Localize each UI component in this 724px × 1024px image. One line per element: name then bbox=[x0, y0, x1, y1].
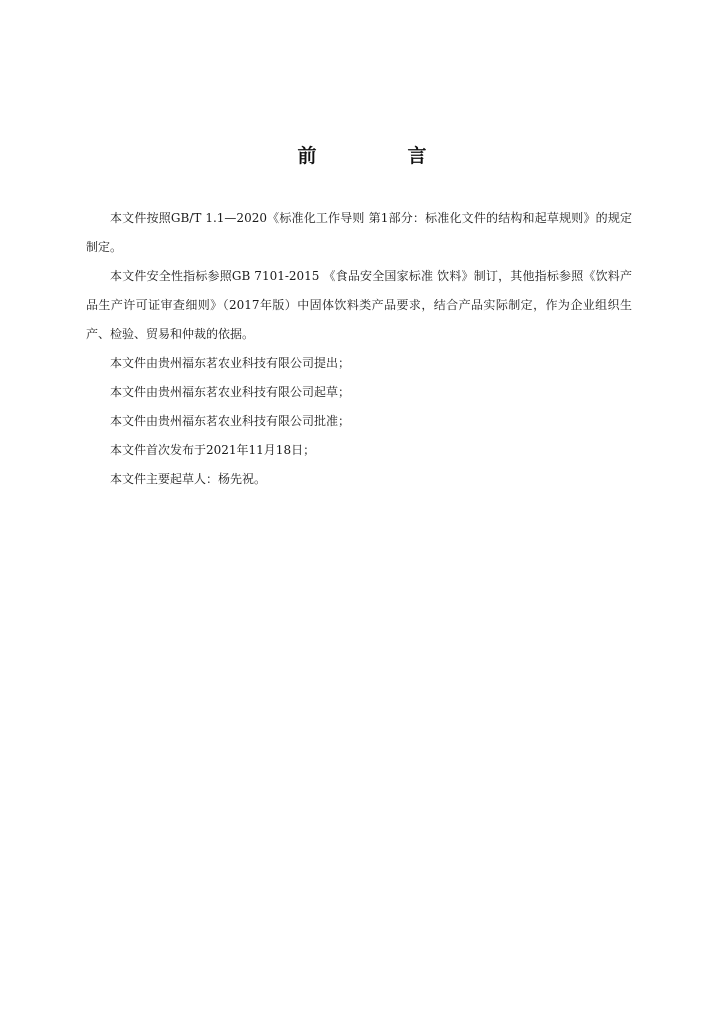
paragraph-main-drafter: 本文件主要起草人：杨先祝。 bbox=[110, 472, 267, 486]
paragraph-drafted-by: 本文件由贵州福东茗农业科技有限公司起草； bbox=[110, 385, 351, 399]
paragraph-approved-by: 本文件由贵州福东茗农业科技有限公司批准； bbox=[110, 414, 351, 428]
page-title: 前 言 bbox=[297, 145, 463, 167]
body-text bbox=[86, 204, 632, 494]
paragraph-proposed-by: 本文件由贵州福东茗农业科技有限公司提出； bbox=[110, 356, 351, 370]
paragraph-release-date: 本文件首次发布于2021年11月18日； bbox=[110, 443, 316, 457]
paragraph-safety-indicators: 本文件安全性指标参照GB 7101-2015 《食品安全国家标准 饮料》制订，其他指标参照《饮料产品生产许可证审查细则》（2017年版）中固体饮料类产品要求，结合产品实际制定，作为企业组织生产、检验、贸易和仲裁的依据。 bbox=[86, 269, 632, 341]
paragraph-standard-basis: 本文件按照GB/T 1.1—2020《标准化工作导则 第1部分：标准化文件的结构和起草规则》的规定制定。 bbox=[86, 211, 632, 254]
